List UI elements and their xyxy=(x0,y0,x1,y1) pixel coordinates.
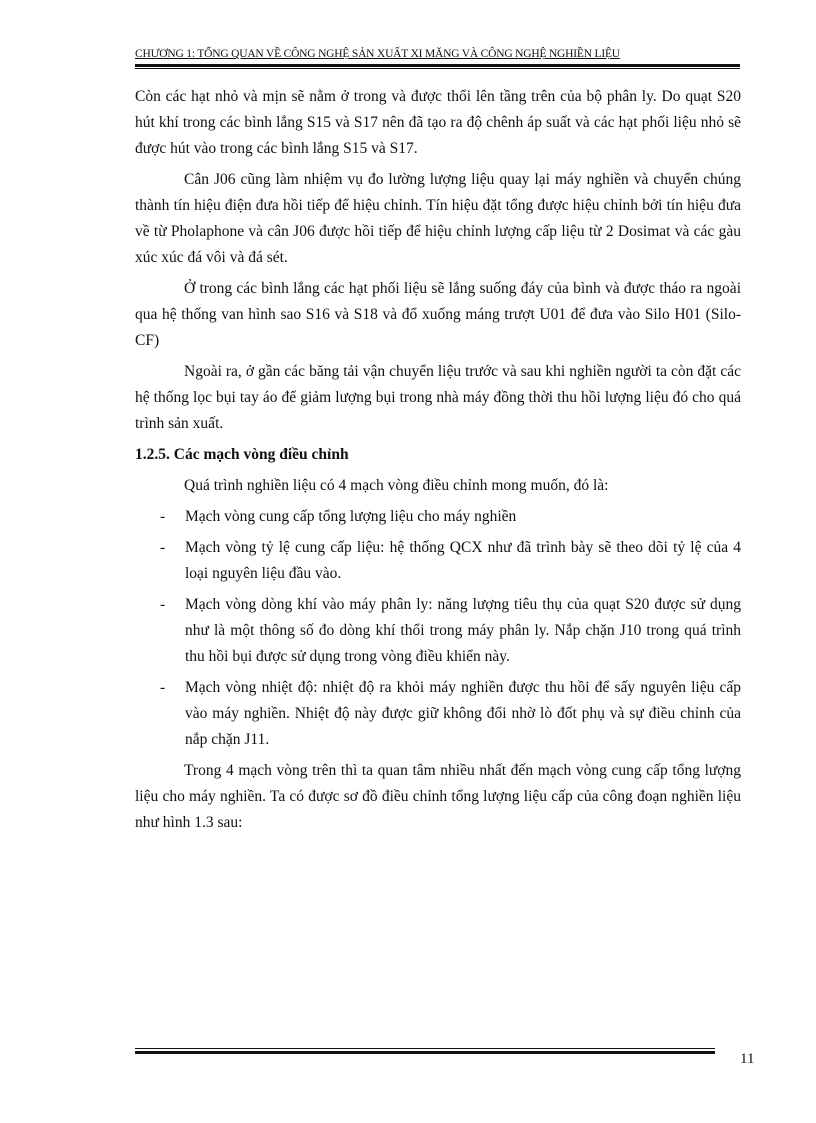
paragraph: Cân J06 cũng làm nhiệm vụ đo lường lượng liệu quay lại máy nghiền và chuyển chúng thành tín hiệu điện đưa hồi tiếp để hiệu chỉnh. Tín hiệu đặt tổng được hiệu chỉnh bởi tín hiệu đưa về từ Pholaphone và cân J06 được hồi tiếp để hiệu chỉnh lượng cấp liệu từ 2 Dosimat và các gàu xúc xúc đá vôi và đá sét. xyxy=(135,171,741,266)
page-body xyxy=(135,84,741,841)
bullet-dash: - xyxy=(160,679,166,696)
paragraph: Ngoài ra, ở gần các băng tải vận chuyển liệu trước và sau khi nghiền người ta còn đặt các hệ thống lọc bụi tay áo để giảm lượng bụi trong nhà máy đồng thời thu hồi lượng liệu đó cho quá trình sản xuất. xyxy=(135,363,741,432)
section-intro: Quá trình nghiền liệu có 4 mạch vòng điều chỉnh mong muốn, đó là: xyxy=(184,477,609,494)
list-item-text: Mạch vòng dòng khí vào máy phân ly: năng lượng tiêu thụ của quạt S20 được sử dụng như là một thông số đo dòng khí thổi trong máy phân ly. Nắp chặn J10 trong quá trình thu hồi bụi được sử dụng trong vòng điều khiển này. xyxy=(185,596,741,665)
list-item-text: Mạch vòng tỷ lệ cung cấp liệu: hệ thống QCX như đã trình bày sẽ theo dõi tỷ lệ của 4 loại nguyên liệu đầu vào. xyxy=(185,539,741,582)
paragraph: Ở trong các bình lắng các hạt phối liệu sẽ lắng suống đáy của bình và được tháo ra ngoài qua hệ thống van hình sao S16 và S18 và đổ xuống máng trượt U01 để đưa vào Silo H01 (Silo-CF) xyxy=(135,280,741,349)
list-item xyxy=(135,592,741,670)
bullet-dash: - xyxy=(160,539,166,556)
page-number: 11 xyxy=(740,1051,755,1067)
paragraph: Còn các hạt nhỏ và mịn sẽ nằm ở trong và được thổi lên tầng trên của bộ phân ly. Do quạt S20 hút khí trong các bình lắng S15 và S17 nên đã tạo ra độ chênh áp suất và các hạt phối liệu nhỏ sẽ được hút vào trong các bình lắng S15 và S17. xyxy=(135,88,741,157)
list-item xyxy=(135,504,741,530)
list-item xyxy=(135,535,741,587)
footer-rule xyxy=(135,1051,715,1054)
header-rule-thin xyxy=(135,68,740,69)
closing-paragraph: Trong 4 mạch vòng trên thì ta quan tâm nhiều nhất đến mạch vòng cung cấp tổng lượng liệu cho máy nghiền. Ta có được sơ đồ điều chỉnh tổng lượng liệu cấp của công đoạn nghiền liệu như hình 1.3 sau: xyxy=(135,762,741,831)
bullet-dash: - xyxy=(160,596,166,613)
running-header: CHƯƠNG 1: TỔNG QUAN VỀ CÔNG NGHỆ SẢN XUẤT XI MĂNG VÀ CÔNG NGHỆ NGHIỀN LIỆU xyxy=(135,48,620,60)
section-heading: 1.2.5. Các mạch vòng điều chỉnh xyxy=(135,446,349,463)
footer-rule-thin xyxy=(135,1048,715,1049)
list-item xyxy=(135,675,741,753)
list-item-text: Mạch vòng cung cấp tổng lượng liệu cho máy nghiền xyxy=(185,508,517,525)
header-rule xyxy=(135,64,740,67)
list-item-text: Mạch vòng nhiệt độ: nhiệt độ ra khỏi máy nghiền được thu hồi để sấy nguyên liệu cấp vào máy nghiền. Nhiệt độ này được giữ không đổi nhờ lò đốt phụ và sự điều chỉnh của nắp chặn J11. xyxy=(185,679,741,748)
control-loop-list xyxy=(135,504,741,753)
bullet-dash: - xyxy=(160,508,166,525)
